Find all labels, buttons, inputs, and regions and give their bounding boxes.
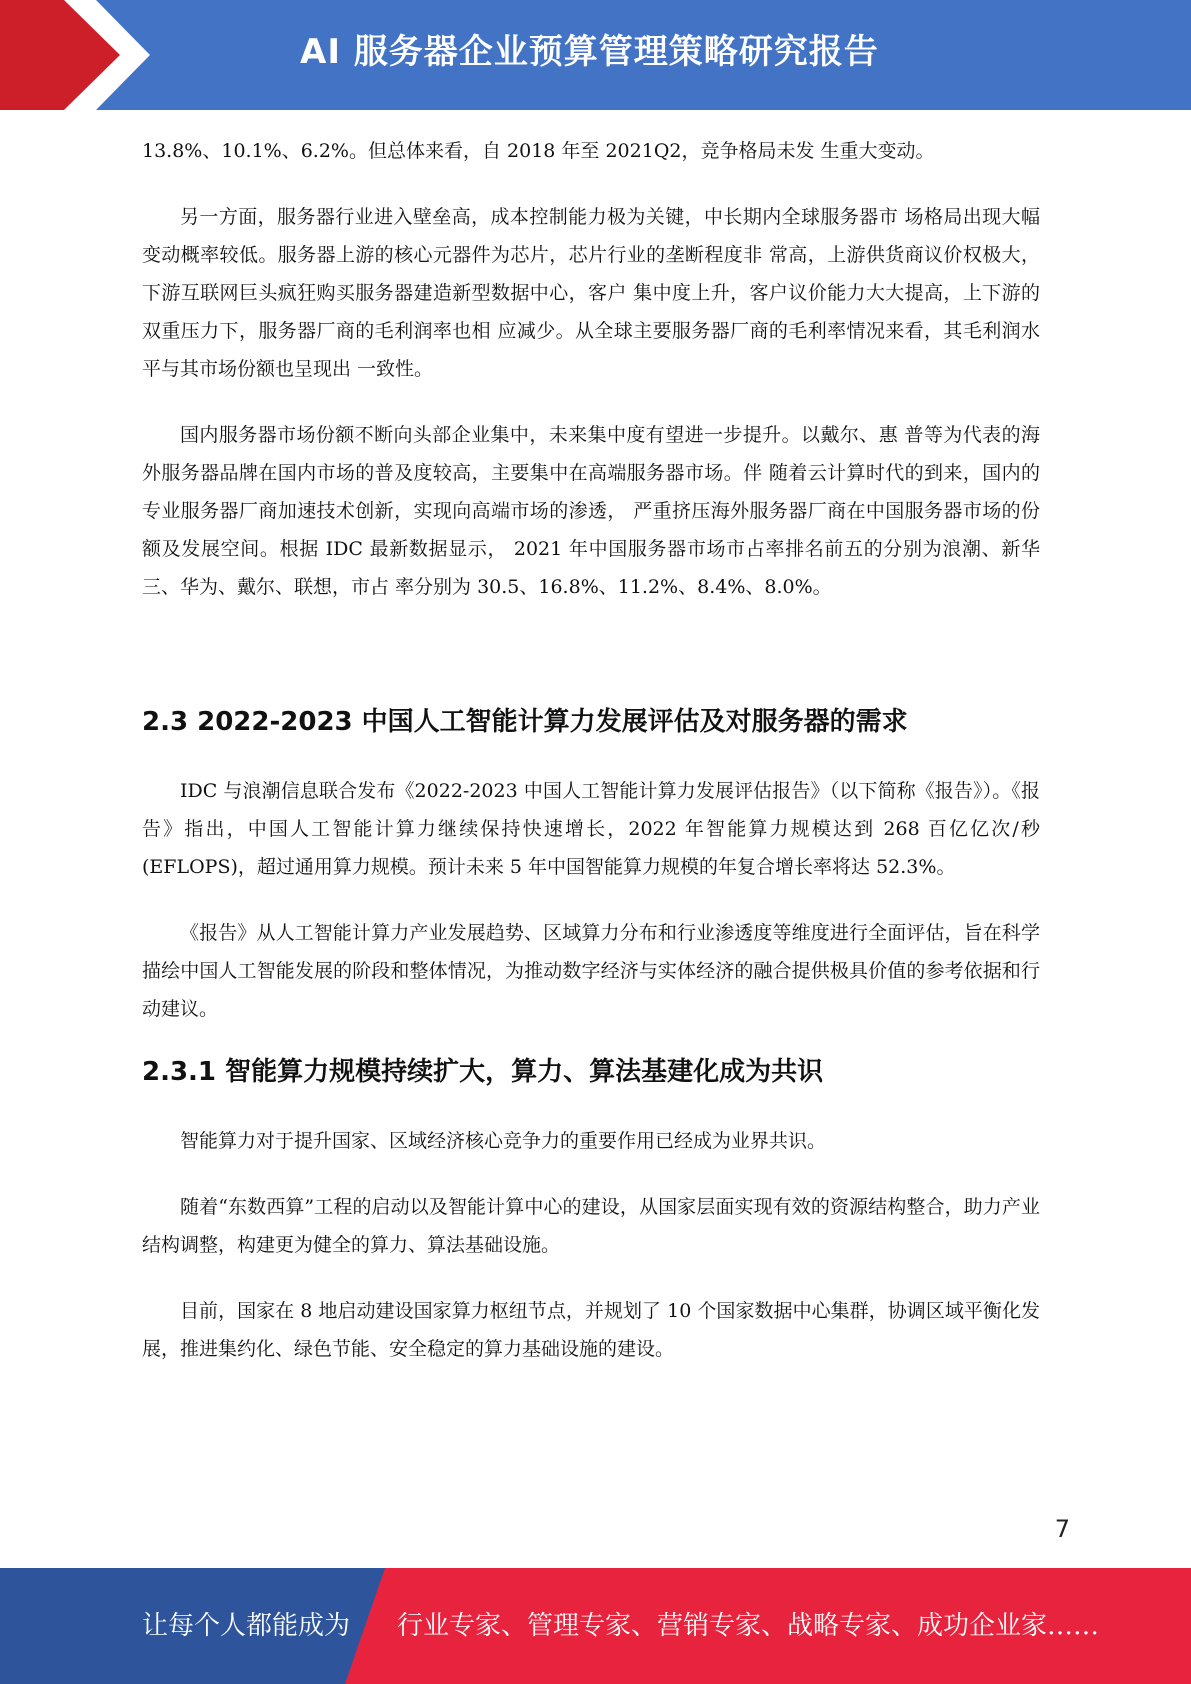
footer-slogan-left: 让每个人都能成为 — [142, 1611, 351, 1641]
page-footer — [0, 1568, 1191, 1684]
paragraph-barriers: 另一方面，服务器行业进入壁垒高，成本控制能力极为关键，中长期内全球服务器市 场格局出现大幅变动概率较低。服务器上游的核心元器件为芯片，芯片行业的垄断程度非 常高，上游供货商议价权极大，下游互联网巨头疯狂购买服务器建造新型数据中心，客户 集中度上升，客户议价能力大大提高，上下游的双重压力下，服务器厂商的毛利润率也相 应减少。从全球主要服务器厂商的毛利率情况来看，其毛利润水平与其市场份额也呈现出 一致性。 — [142, 206, 1040, 380]
paragraph-domestic-market: 国内服务器市场份额不断向头部企业集中，未来集中度有望进一步提升。以戴尔、惠 普等为代表的海外服务器品牌在国内市场的普及度较高，主要集中在高端服务器市场。伴 随着云计算时代的到来，国内的专业服务器厂商加速技术创新，实现向高端市场的渗透， 严重挤压海外服务器厂商在中国服务器市场的份额及发展空间。根据 IDC 最新数据显示， 2021 年中国服务器市场市占率排名前五的分别为浪潮、新华三、华为、戴尔、联想，市占 率分别为 30.5、16.8%、11.2%、8.4%、8.0%。 — [142, 424, 1040, 598]
paragraph-hub-nodes: 目前，国家在 8 地启动建设国家算力枢纽节点，并规划了 10 个国家数据中心集群，协调区域平衡化发展，推进集约化、绿色节能、安全稳定的算力基础设施的建设。 — [142, 1300, 1040, 1360]
paragraph-idc-report: IDC 与浪潮信息联合发布《2022-2023 中国人工智能计算力发展评估报告》（以下简称《报告》）。《报告》指出，中国人工智能计算力继续保持快速增长，2022 年智能算力规模达到 268 百亿亿次/秒(EFLOPS)，超过通用算力规模。预计未来 5 年中国智能算力规模的年复合增长率将达 52.3%。 — [142, 780, 1040, 878]
paragraph-consensus: 智能算力对于提升国家、区域经济核心竞争力的重要作用已经成为业界共识。 — [180, 1130, 827, 1152]
page-header — [0, 0, 1191, 110]
page-number: 7 — [1054, 1515, 1070, 1543]
paragraph-report-scope: 《报告》从人工智能计算力产业发展趋势、区域算力分布和行业渗透度等维度进行全面评估，旨在科学描绘中国人工智能发展的阶段和整体情况，为推动数字经济与实体经济的融合提供极具价值的参考依据和行动建议。 — [142, 922, 1040, 1020]
section-heading-2-3-1: 2.3.1 智能算力规模持续扩大，算力、算法基建化成为共识 — [142, 1057, 824, 1087]
header-chevron-decoration — [0, 0, 160, 110]
paragraph-continued: 13.8%、10.1%、6.2%。但总体来看，自 2018 年至 2021Q2，竞争格局未发 生重大变动。 — [142, 140, 935, 162]
footer-slogan-right: 行业专家、管理专家、营销专家、战略专家、成功企业家…… — [397, 1611, 1100, 1641]
section-heading-2-3: 2.3 2022-2023 中国人工智能计算力发展评估及对服务器的需求 — [142, 707, 908, 737]
paragraph-east-west: 随着“东数西算”工程的启动以及智能计算中心的建设，从国家层面实现有效的资源结构整合，助力产业结构调整，构建更为健全的算力、算法基础设施。 — [142, 1196, 1040, 1256]
report-title: AI 服务器企业预算管理策略研究报告 — [300, 32, 879, 72]
page-content — [142, 132, 1040, 1368]
